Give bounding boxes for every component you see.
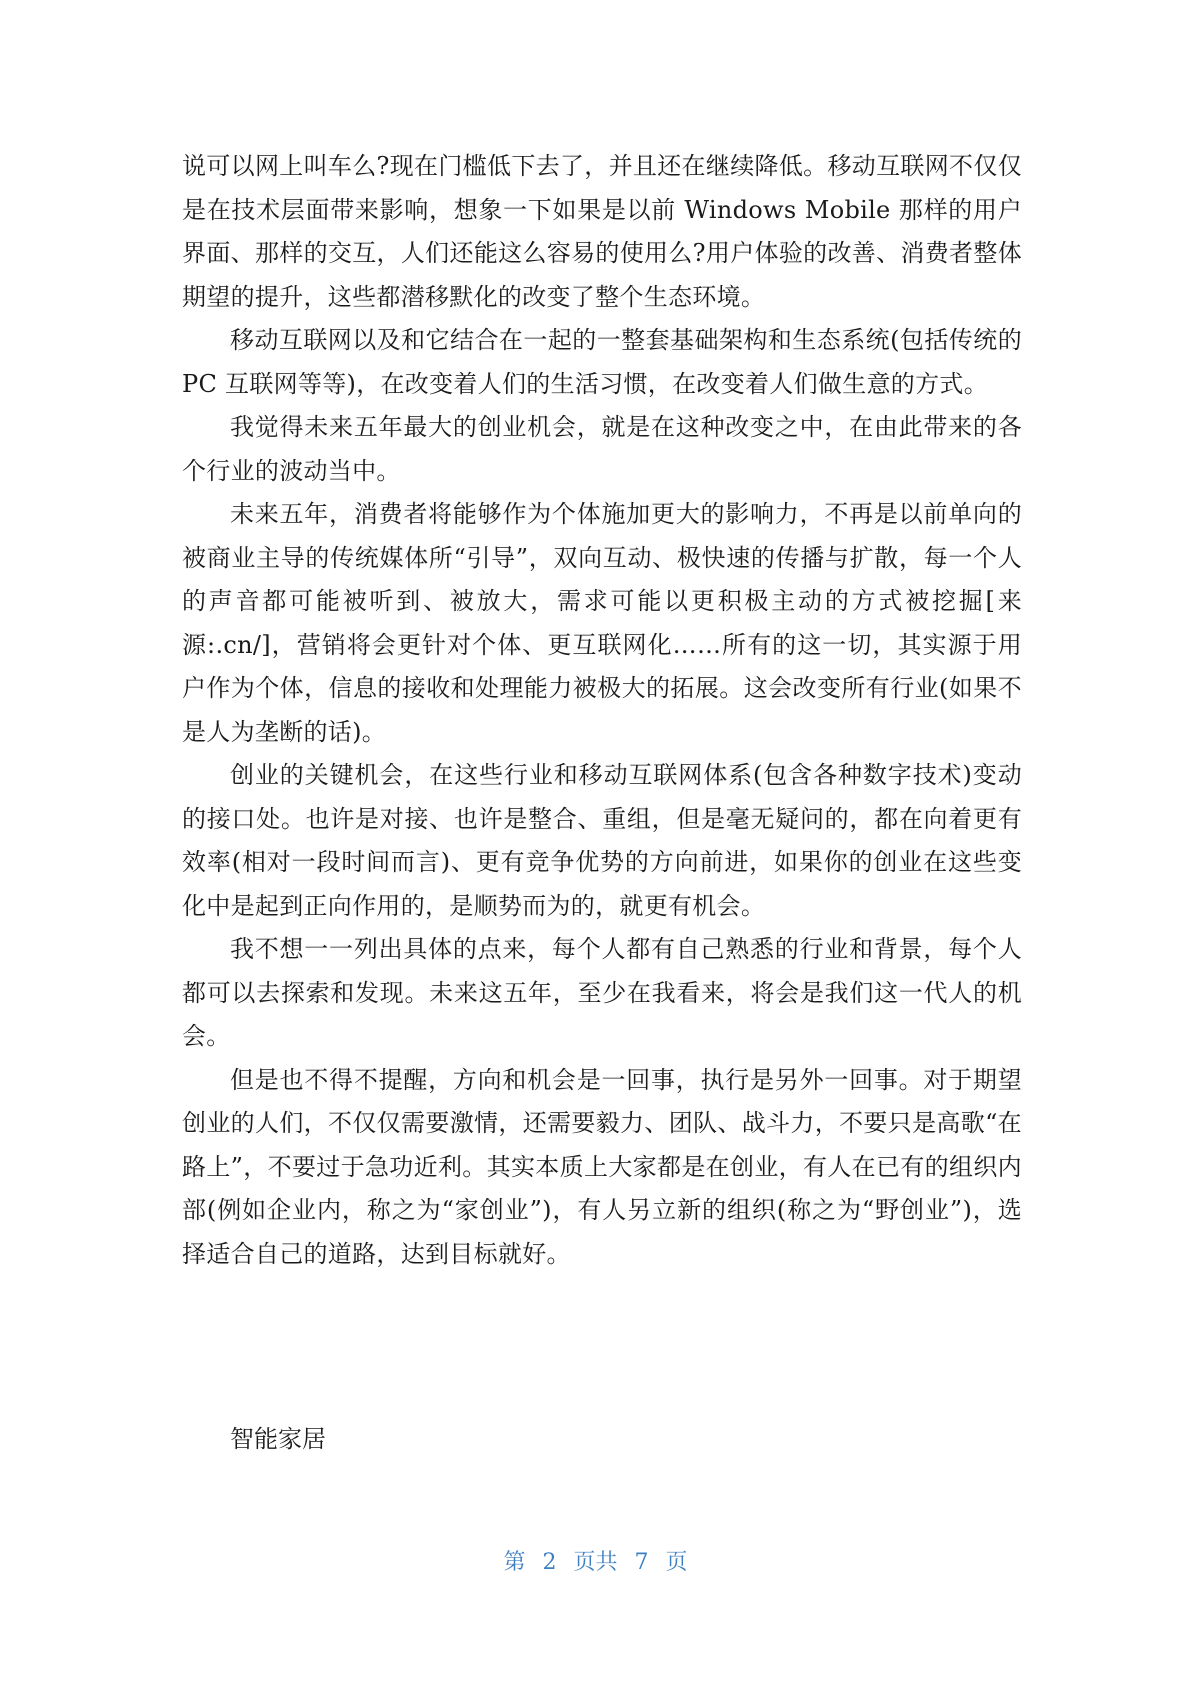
page-number-footer: 第 2 页共 7 页 [503, 1550, 688, 1575]
body-text [182, 145, 1022, 1276]
section-heading: 智能家居 [230, 1425, 326, 1453]
paragraph-5: 创业的关键机会，在这些行业和移动互联网体系(包含各种数字技术)变动的接口处。也许是对接、也许是整合、重组，但是毫无疑问的，都在向着更有效率(相对一段时间而言)、更有竞争优势的方向前进，如果你的创业在这些变化中是起到正向作用的，是顺势而为的，就更有机会。 [182, 761, 1022, 920]
paragraph-4: 未来五年，消费者将能够作为个体施加更大的影响力，不再是以前单向的被商业主导的传统媒体所“引导”，双向互动、极快速的传播与扩散，每一个人的声音都可能被听到、被放大，需求可能以更积极主动的方式被挖掘[来源:.cn/]，营销将会更针对个体、更互联网化……所有的这一切，其实源于用户作为个体，信息的接收和处理能力被极大的拓展。这会改变所有行业(如果不是人为垄断的话)。 [182, 500, 1022, 746]
paragraph-1: 说可以网上叫车么?现在门槛低下去了，并且还在继续降低。移动互联网不仅仅是在技术层面带来影响，想象一下如果是以前 Windows Mobile 那样的用户界面、那样的交互，人们还能这么容易的使用么?用户体验的改善、消费者整体期望的提升，这些都潜移默化的改变了整个生态环境。 [182, 152, 1022, 311]
paragraph-2: 移动互联网以及和它结合在一起的一整套基础架构和生态系统(包括传统的 PC 互联网等等)，在改变着人们的生活习惯，在改变着人们做生意的方式。 [182, 326, 1022, 398]
paragraph-6: 我不想一一列出具体的点来，每个人都有自己熟悉的行业和背景，每个人都可以去探索和发现。未来这五年，至少在我看来，将会是我们这一代人的机会。 [182, 935, 1022, 1050]
paragraph-7: 但是也不得不提醒，方向和机会是一回事，执行是另外一回事。对于期望创业的人们，不仅仅需要激情，还需要毅力、团队、战斗力，不要只是高歌“在路上”，不要过于急功近利。其实本质上大家都是在创业，有人在已有的组织内部(例如企业内，称之为“家创业”)，有人另立新的组织(称之为“野创业”)，选择适合自己的道路，达到目标就好。 [182, 1065, 1022, 1268]
paragraph-3: 我觉得未来五年最大的创业机会，就是在这种改变之中，在由此带来的各个行业的波动当中。 [182, 413, 1022, 485]
